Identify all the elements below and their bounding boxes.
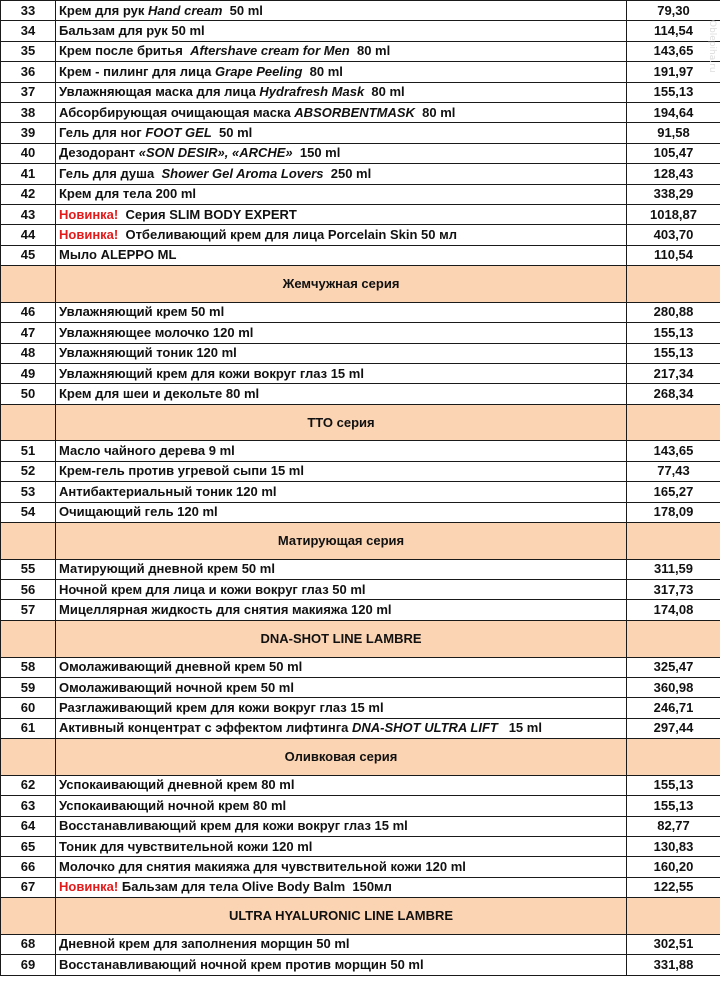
- new-badge: Новинка!: [59, 226, 119, 242]
- item-number: 33: [1, 1, 56, 21]
- item-price: 110,54: [627, 245, 720, 265]
- item-name-part: Отбеливающий крем для лица Porcelain Skin 50 мл: [118, 226, 457, 242]
- item-name-part: Aftershave cream for Men: [190, 43, 350, 59]
- section-header-num-cell: [1, 898, 56, 935]
- item-number: 69: [1, 955, 56, 975]
- item-name-part: Омолаживающий дневной крем 50 ml: [59, 659, 303, 675]
- table-row: [1, 204, 720, 224]
- item-price: 155,13: [627, 796, 720, 816]
- item-number: 58: [1, 657, 56, 677]
- section-header-price-cell: [627, 404, 720, 441]
- item-price: 128,43: [627, 164, 720, 184]
- section-header-row: [1, 404, 720, 441]
- item-number: 48: [1, 343, 56, 363]
- item-price: 91,58: [627, 123, 720, 143]
- table-row: [1, 461, 720, 481]
- item-name-part: «SON DESIR», «ARCHE»: [138, 145, 293, 161]
- item-number: 67: [1, 877, 56, 897]
- item-number: 42: [1, 184, 56, 204]
- item-price: 360,98: [627, 677, 720, 697]
- item-name-part: 50 ml: [222, 2, 263, 18]
- item-number: 34: [1, 21, 56, 41]
- item-name-part: Серия SLIM BODY EXPERT: [118, 206, 297, 222]
- item-number: 40: [1, 143, 56, 163]
- table-row: [1, 123, 720, 143]
- item-name-part: Масло чайного дерева 9 ml: [59, 443, 235, 459]
- item-name-part: Увлажняющий крем 50 ml: [59, 304, 225, 320]
- item-name: [56, 775, 627, 795]
- section-header-row: [1, 898, 720, 935]
- table-row: [1, 323, 720, 343]
- section-header-num-cell: [1, 266, 56, 303]
- item-name: [56, 204, 627, 224]
- section-header-title: ULTRA HYALURONIC LINE LAMBRE: [56, 898, 627, 935]
- item-name-part: Гель для душа: [59, 165, 162, 181]
- item-name-part: Увлажняющая маска для лица: [59, 84, 260, 100]
- table-row: [1, 384, 720, 404]
- item-number: 43: [1, 204, 56, 224]
- item-number: 36: [1, 62, 56, 82]
- item-name: [56, 580, 627, 600]
- item-price: 160,20: [627, 857, 720, 877]
- item-name-part: 80 ml: [349, 43, 391, 59]
- item-name-part: Увлажняющий тоник 120 ml: [59, 345, 237, 361]
- item-number: 61: [1, 718, 56, 738]
- item-price: 317,73: [627, 580, 720, 600]
- item-name-part: Крем для рук: [59, 2, 148, 18]
- section-header-title: Матирующая серия: [56, 522, 627, 559]
- item-number: 49: [1, 363, 56, 383]
- item-number: 60: [1, 698, 56, 718]
- table-row: [1, 677, 720, 697]
- table-row: [1, 363, 720, 383]
- item-price: 130,83: [627, 836, 720, 856]
- new-badge: Новинка!: [59, 879, 119, 895]
- item-price: 155,13: [627, 775, 720, 795]
- item-name: [56, 441, 627, 461]
- item-number: 44: [1, 225, 56, 245]
- item-name: [56, 62, 627, 82]
- item-price: 217,34: [627, 363, 720, 383]
- item-name: [56, 836, 627, 856]
- price-table-body: [1, 1, 720, 976]
- item-name-part: 15 ml: [497, 720, 542, 736]
- item-number: 52: [1, 461, 56, 481]
- item-name: [56, 955, 627, 975]
- table-row: [1, 796, 720, 816]
- item-price: 191,97: [627, 62, 720, 82]
- item-name: [56, 877, 627, 897]
- item-number: 64: [1, 816, 56, 836]
- table-row: [1, 934, 720, 954]
- item-number: 66: [1, 857, 56, 877]
- item-name-part: Hand cream: [148, 2, 223, 18]
- item-name-part: Бальзам для тела Olive Body Balm 150мл: [118, 879, 392, 895]
- item-name: [56, 164, 627, 184]
- item-number: 35: [1, 41, 56, 61]
- item-price: 155,13: [627, 82, 720, 102]
- item-name: [56, 502, 627, 522]
- item-name-part: Ночной крем для лица и кожи вокруг глаз 50 ml: [59, 581, 366, 597]
- item-name-part: 80 ml: [414, 104, 456, 120]
- table-row: [1, 82, 720, 102]
- section-header-num-cell: [1, 739, 56, 776]
- item-price: 311,59: [627, 559, 720, 579]
- item-number: 38: [1, 102, 56, 122]
- item-name-part: Дневной крем для заполнения морщин 50 ml: [59, 936, 350, 952]
- item-name-part: Тоник для чувствительной кожи 120 ml: [59, 838, 313, 854]
- item-name-part: Shower Gel Aroma Lovers: [161, 165, 324, 181]
- table-row: [1, 21, 720, 41]
- item-name: [56, 123, 627, 143]
- item-name: [56, 82, 627, 102]
- item-name-part: Гель для ног: [59, 125, 146, 141]
- table-row: [1, 302, 720, 322]
- section-header-price-cell: [627, 620, 720, 657]
- item-name: [56, 796, 627, 816]
- item-name-part: 250 ml: [323, 165, 372, 181]
- item-name: [56, 482, 627, 502]
- item-name: [56, 857, 627, 877]
- item-price: 280,88: [627, 302, 720, 322]
- item-name: [56, 302, 627, 322]
- table-row: [1, 698, 720, 718]
- table-row: [1, 184, 720, 204]
- item-price: 143,65: [627, 441, 720, 461]
- item-number: 56: [1, 580, 56, 600]
- item-name-part: Увлажняющее молочко 120 ml: [59, 324, 254, 340]
- item-name-part: 80 ml: [364, 84, 405, 100]
- item-name-part: Успокаивающий дневной крем 80 ml: [59, 777, 295, 793]
- item-name-part: Восстанавливающий крем для кожи вокруг глаз 15 ml: [59, 818, 408, 834]
- table-row: [1, 1, 720, 21]
- item-name-part: Крем - пилинг для лица: [59, 63, 216, 79]
- item-name-part: Очищающий гель 120 ml: [59, 504, 218, 520]
- table-row: [1, 502, 720, 522]
- item-number: 62: [1, 775, 56, 795]
- table-row: [1, 816, 720, 836]
- section-header-num-cell: [1, 404, 56, 441]
- item-name-part: Молочко для снятия макияжа для чувствительной кожи 120 ml: [59, 859, 466, 875]
- table-row: [1, 600, 720, 620]
- item-price: 194,64: [627, 102, 720, 122]
- item-price: 155,13: [627, 343, 720, 363]
- section-header-title: Оливковая серия: [56, 739, 627, 776]
- item-price: 143,65: [627, 41, 720, 61]
- item-price: 338,29: [627, 184, 720, 204]
- item-name-part: ABSORBENTMASK: [294, 104, 415, 120]
- item-name-part: Мыло ALEPPO ML: [59, 247, 177, 263]
- item-price: 114,54: [627, 21, 720, 41]
- table-row: [1, 775, 720, 795]
- item-name-part: Активный концентрат с эффектом лифтинга: [59, 720, 352, 736]
- table-row: [1, 225, 720, 245]
- item-name-part: FOOT GEL: [145, 125, 212, 141]
- item-name: [56, 461, 627, 481]
- item-price: 174,08: [627, 600, 720, 620]
- section-header-num-cell: [1, 620, 56, 657]
- table-row: [1, 559, 720, 579]
- item-price: 302,51: [627, 934, 720, 954]
- item-number: 51: [1, 441, 56, 461]
- table-row: [1, 143, 720, 163]
- item-name-part: Крем для тела 200 ml: [59, 186, 197, 202]
- item-name: [56, 245, 627, 265]
- table-row: [1, 102, 720, 122]
- item-name: [56, 363, 627, 383]
- item-name-part: 80 ml: [302, 63, 343, 79]
- table-row: [1, 877, 720, 897]
- item-name-part: Мицеллярная жидкость для снятия макияжа 120 ml: [59, 602, 392, 618]
- table-row: [1, 482, 720, 502]
- new-badge: Новинка!: [59, 206, 119, 222]
- item-number: 45: [1, 245, 56, 265]
- item-name: [56, 816, 627, 836]
- item-name: [56, 384, 627, 404]
- watermark: Oblepiha.ru: [707, 20, 717, 73]
- item-price: 105,47: [627, 143, 720, 163]
- item-name: [56, 698, 627, 718]
- item-price: 82,77: [627, 816, 720, 836]
- item-number: 59: [1, 677, 56, 697]
- section-header-row: [1, 620, 720, 657]
- item-name: [56, 184, 627, 204]
- table-row: [1, 441, 720, 461]
- item-name: [56, 1, 627, 21]
- item-name: [56, 343, 627, 363]
- item-name-part: Дезодорант: [59, 145, 139, 161]
- item-name: [56, 677, 627, 697]
- item-number: 37: [1, 82, 56, 102]
- table-row: [1, 41, 720, 61]
- item-price: 178,09: [627, 502, 720, 522]
- item-price: 155,13: [627, 323, 720, 343]
- item-price: 403,70: [627, 225, 720, 245]
- section-header-price-cell: [627, 266, 720, 303]
- item-name-part: Крем после бритья: [59, 43, 191, 59]
- section-header-num-cell: [1, 522, 56, 559]
- item-name: [56, 225, 627, 245]
- item-name: [56, 718, 627, 738]
- item-number: 54: [1, 502, 56, 522]
- item-name-part: DNA-SHOT ULTRA LIFT: [351, 720, 498, 736]
- item-price: 165,27: [627, 482, 720, 502]
- item-name: [56, 41, 627, 61]
- item-number: 46: [1, 302, 56, 322]
- table-row: [1, 580, 720, 600]
- item-number: 63: [1, 796, 56, 816]
- section-header-row: [1, 739, 720, 776]
- item-price: 268,34: [627, 384, 720, 404]
- section-header-price-cell: [627, 898, 720, 935]
- item-name-part: Успокаивающий ночной крем 80 ml: [59, 797, 287, 813]
- item-name-part: Крем для шеи и декольте 80 ml: [59, 386, 260, 402]
- item-name: [56, 559, 627, 579]
- table-row: [1, 62, 720, 82]
- item-price: 297,44: [627, 718, 720, 738]
- item-number: 53: [1, 482, 56, 502]
- table-row: [1, 955, 720, 975]
- table-row: [1, 245, 720, 265]
- section-header-title: DNA-SHOT LINE LAMBRE: [56, 620, 627, 657]
- item-price: 122,55: [627, 877, 720, 897]
- item-name: [56, 21, 627, 41]
- item-name-part: Омолаживающий ночной крем 50 ml: [59, 679, 294, 695]
- item-name: [56, 657, 627, 677]
- item-price: 325,47: [627, 657, 720, 677]
- item-name-part: 150 ml: [292, 145, 341, 161]
- item-price: 79,30: [627, 1, 720, 21]
- item-number: 65: [1, 836, 56, 856]
- section-header-title: ТТО серия: [56, 404, 627, 441]
- item-name-part: Крем-гель против угревой сыпи 15 ml: [59, 463, 304, 479]
- item-name-part: Увлажняющий крем для кожи вокруг глаз 15 ml: [59, 365, 364, 381]
- item-price: 1018,87: [627, 204, 720, 224]
- table-row: [1, 164, 720, 184]
- item-name: [56, 102, 627, 122]
- item-price: 246,71: [627, 698, 720, 718]
- item-name-part: Восстанавливающий ночной крем против морщин 50 ml: [59, 956, 424, 972]
- item-price: 331,88: [627, 955, 720, 975]
- item-name-part: 50 ml: [211, 125, 253, 141]
- item-name: [56, 600, 627, 620]
- item-name-part: Разглаживающий крем для кожи вокруг глаз 15 ml: [59, 699, 384, 715]
- table-row: [1, 857, 720, 877]
- table-row: [1, 718, 720, 738]
- section-header-price-cell: [627, 522, 720, 559]
- item-name: [56, 323, 627, 343]
- table-row: [1, 343, 720, 363]
- item-name-part: Hydrafresh Mask: [259, 84, 365, 100]
- table-row: [1, 836, 720, 856]
- section-header-row: [1, 266, 720, 303]
- item-number: 55: [1, 559, 56, 579]
- item-number: 41: [1, 164, 56, 184]
- item-price: 77,43: [627, 461, 720, 481]
- item-number: 47: [1, 323, 56, 343]
- item-name-part: Матирующий дневной крем 50 ml: [59, 561, 275, 577]
- item-number: 50: [1, 384, 56, 404]
- item-name-part: Бальзам для рук 50 ml: [59, 23, 205, 39]
- table-row: [1, 657, 720, 677]
- section-header-row: [1, 522, 720, 559]
- item-name-part: Антибактериальный тоник 120 ml: [59, 483, 277, 499]
- item-number: 68: [1, 934, 56, 954]
- section-header-title: Жемчужная серия: [56, 266, 627, 303]
- item-name: [56, 143, 627, 163]
- item-name-part: Абсорбирующая очищающая маска: [59, 104, 295, 120]
- item-name: [56, 934, 627, 954]
- section-header-price-cell: [627, 739, 720, 776]
- item-name-part: Grape Peeling: [215, 63, 303, 79]
- item-number: 57: [1, 600, 56, 620]
- item-number: 39: [1, 123, 56, 143]
